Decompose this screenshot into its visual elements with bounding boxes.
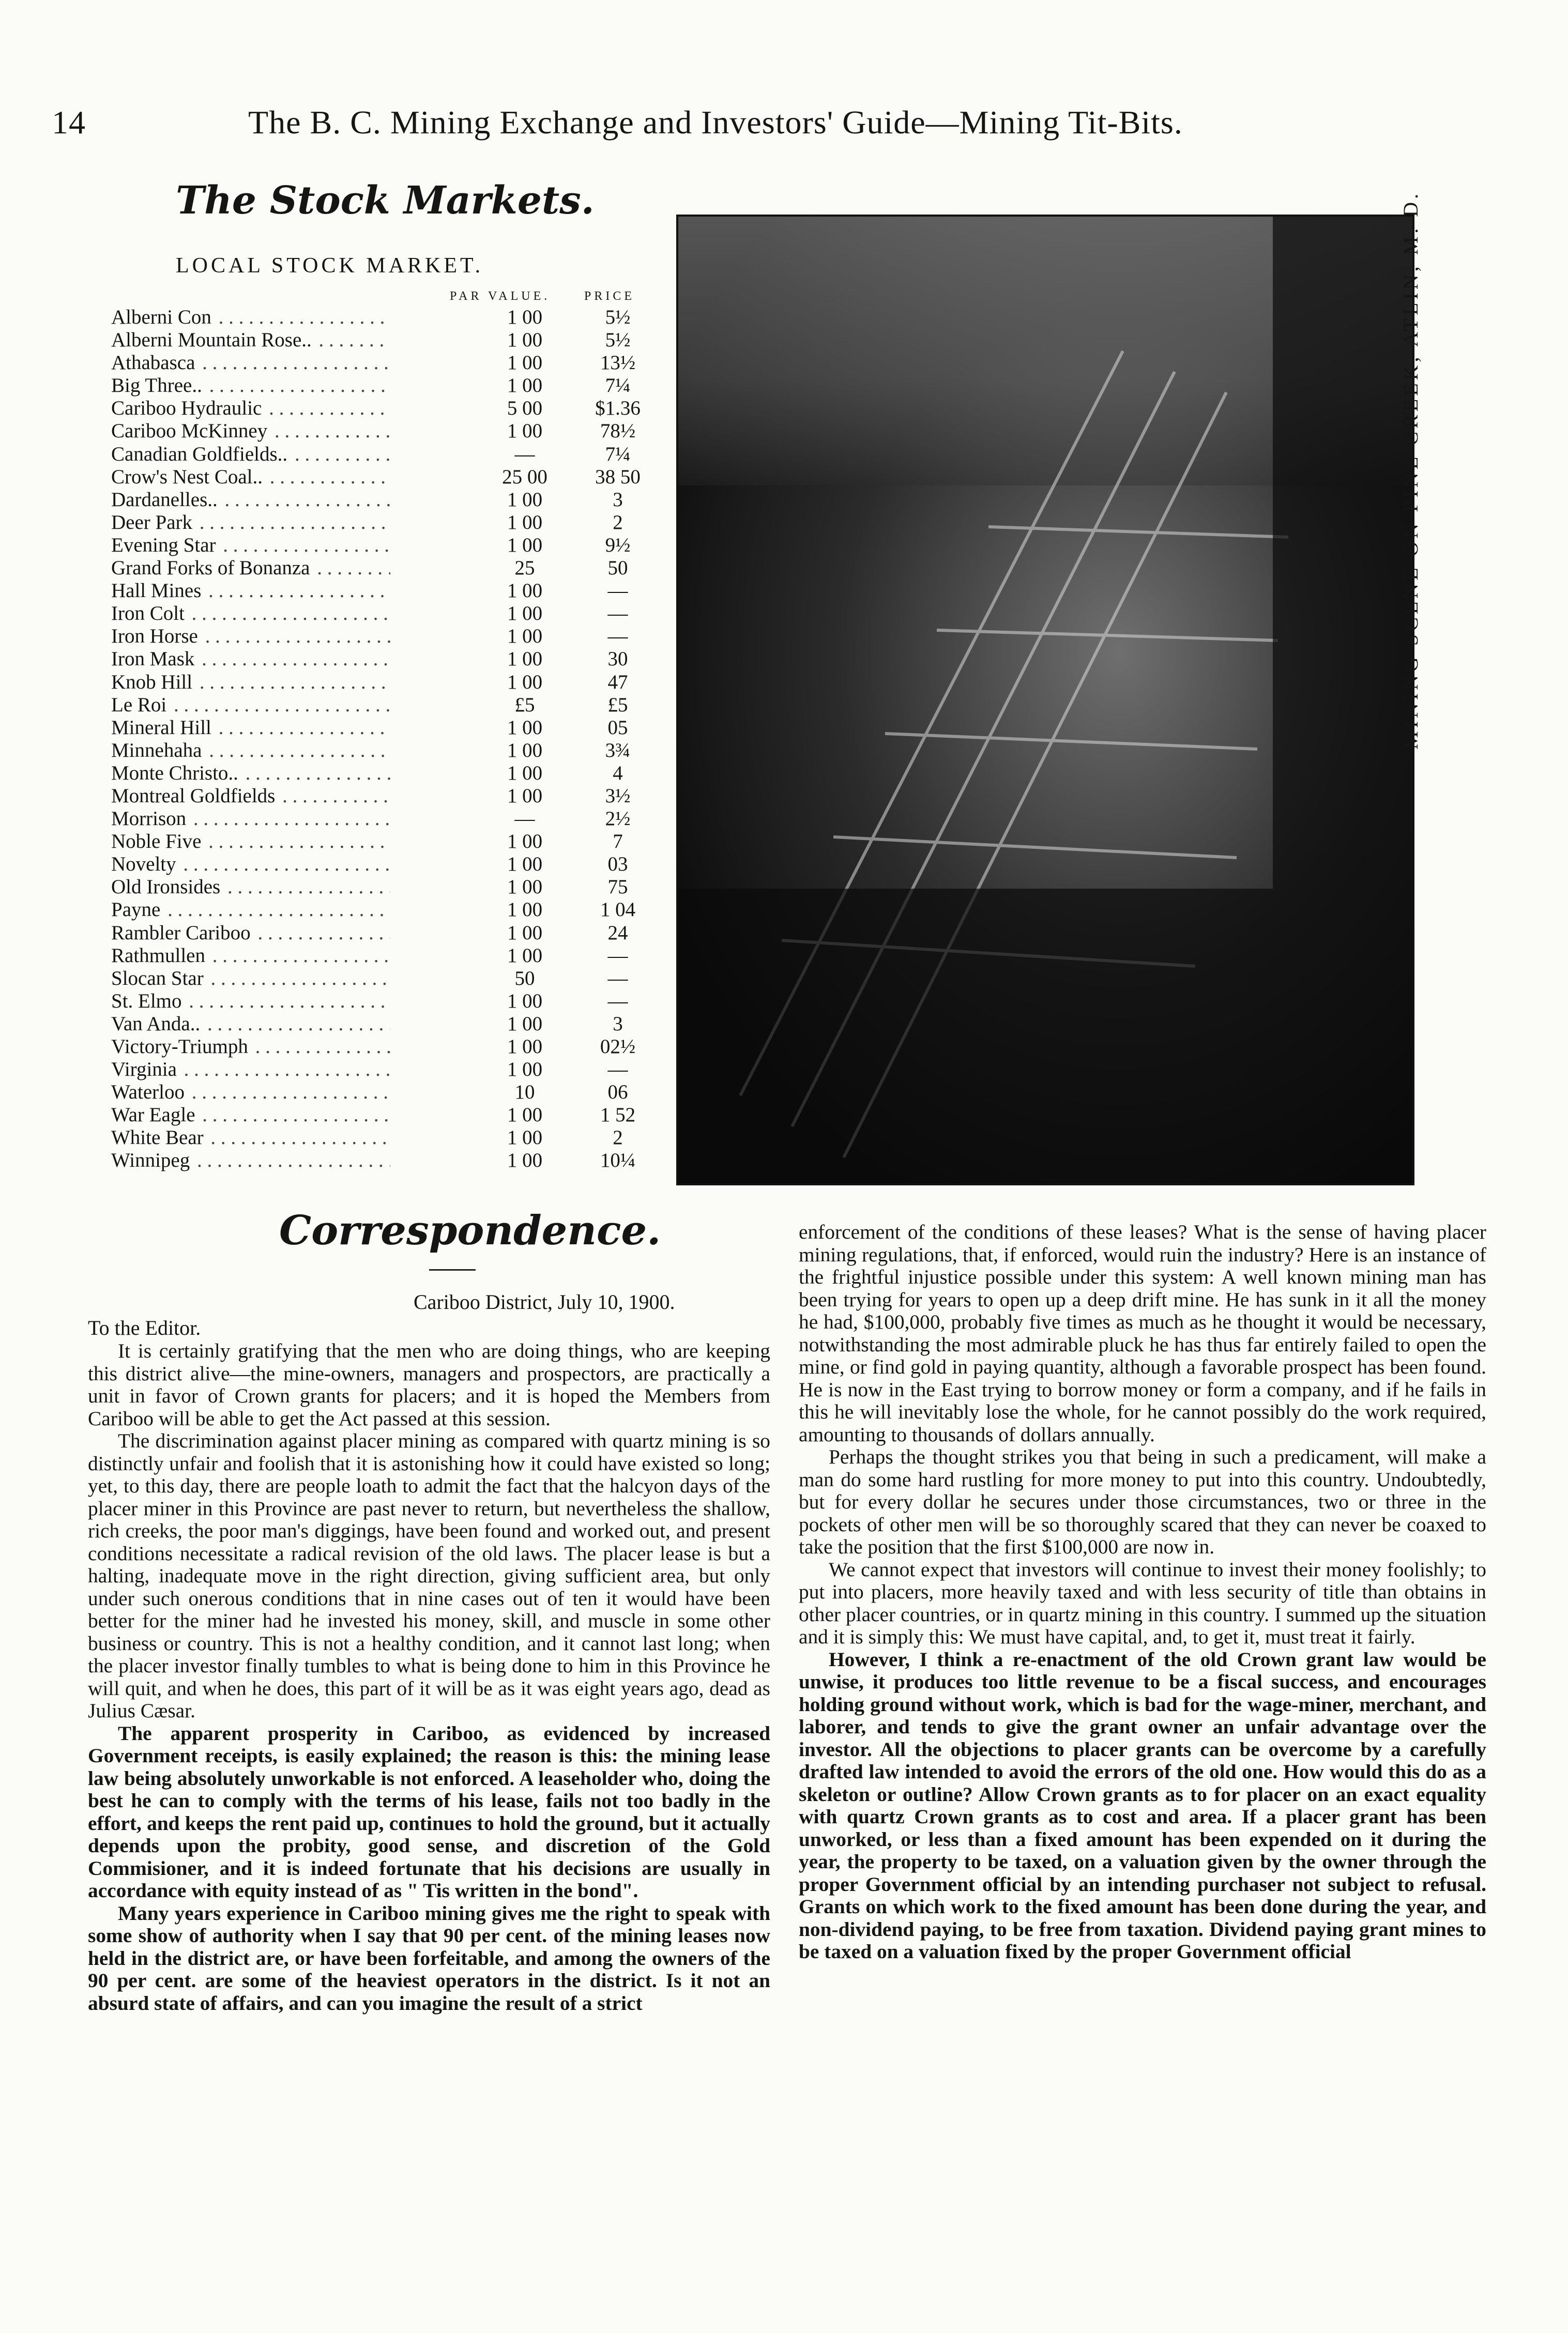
stock-name bbox=[111, 352, 390, 374]
stock-price: 75 bbox=[574, 876, 662, 898]
stock-name-text: Iron Colt bbox=[111, 602, 187, 624]
running-title: The B. C. Mining Exchange and Investors' Guide—Mining Tit-Bits. bbox=[248, 104, 1183, 141]
stock-row bbox=[111, 352, 654, 374]
stock-price: 3 bbox=[574, 1013, 662, 1035]
stock-par-value: 1 00 bbox=[473, 625, 576, 648]
stock-name bbox=[111, 557, 390, 580]
stock-name bbox=[111, 739, 390, 762]
stock-par-value: 1 00 bbox=[473, 1126, 576, 1149]
letter-paragraph: Many years experience in Cariboo mining gives me the right to speak with some show of authority when I say that 90 per cent. of the mining leases now held in the district are, or have been forfeitable, and among the owners of the 90 per cent. are some of the heaviest operators in the district. Is it not an absurd state of affairs, and can you imagine the result of a strict bbox=[88, 1901, 770, 2015]
stock-par-value: — bbox=[473, 443, 576, 466]
stock-name-text: Evening Star bbox=[111, 534, 218, 556]
stock-name-text: Mineral Hill bbox=[111, 716, 214, 739]
stock-row bbox=[111, 511, 654, 534]
mining-scene-photo bbox=[676, 215, 1414, 1185]
stock-name bbox=[111, 1058, 390, 1081]
stock-name bbox=[111, 602, 390, 625]
letter-paragraph: The discrimination against placer mining as compared with quartz mining is so distinctly unfair and foolish that it is astonishing how it could have existed so long; yet, to this day, there are people loath to admit the fact that the halcyon days of the placer miner in this Province are past never to return, but nevertheless the shallow, rich creeks, the poor man's diggings, have been found and worked out, and present conditions necessitate a radical revision of the old laws. The placer lease is but a halting, inadequate move in the right direction, giving sufficient area, but only under such onerous conditions that in nine cases out of ten it would have been better for the miner had he invested his money, skill, and muscle in some other business or country. This is not a healthy condition, and it cannot last long; when the placer investor finally tumbles to what is being done to him in this Province he will quit, and when he does, this part of it will be as it was eight years ago, dead as Julius Cæsar. bbox=[88, 1429, 770, 1722]
stock-par-value: 1 00 bbox=[473, 1104, 576, 1126]
stock-price: 1 52 bbox=[574, 1104, 662, 1126]
stock-par-value: 1 00 bbox=[473, 898, 576, 921]
letter-paragraph: Perhaps the thought strikes you that being in such a predicament, will make a man do some hard rustling for more money to put into this country. Undoubtedly, but for every dollar he secures under those circumstances, two or three in the pockets of other men will be so thoroughly scared that they can never be coaxed to take the position that the first $100,000 are now in. bbox=[799, 1445, 1486, 1558]
stock-row bbox=[111, 534, 654, 557]
stock-row bbox=[111, 785, 654, 807]
stock-name bbox=[111, 671, 390, 694]
photo-flume-structure bbox=[678, 217, 1412, 1183]
stock-price: 2 bbox=[574, 511, 662, 534]
stock-row bbox=[111, 443, 654, 466]
stock-row bbox=[111, 922, 654, 944]
stock-name bbox=[111, 898, 390, 921]
stock-name-text: Noble Five bbox=[111, 830, 203, 852]
stock-name-text: Payne bbox=[111, 898, 162, 921]
stock-price: 4 bbox=[574, 762, 662, 785]
stock-price: 47 bbox=[574, 671, 662, 694]
stock-price: 7¼ bbox=[574, 443, 662, 466]
stock-price: 03 bbox=[574, 853, 662, 876]
letter-column-right bbox=[799, 1221, 1486, 1963]
stock-row bbox=[111, 625, 654, 648]
stock-name-text: Old Ironsides bbox=[111, 876, 222, 898]
stock-row bbox=[111, 1104, 654, 1126]
stock-name-text: Hall Mines bbox=[111, 580, 203, 602]
stock-price: 3½ bbox=[574, 785, 662, 807]
stock-par-value: 1 00 bbox=[473, 762, 576, 785]
stock-name bbox=[111, 306, 390, 329]
stock-price: 5½ bbox=[574, 306, 662, 329]
stock-par-value: 1 00 bbox=[473, 1035, 576, 1058]
page-header bbox=[52, 103, 1551, 160]
stock-par-value: 1 00 bbox=[473, 648, 576, 670]
stock-par-value: £5 bbox=[473, 694, 576, 716]
stock-par-value: 1 00 bbox=[473, 1149, 576, 1172]
stock-name-text: Athabasca bbox=[111, 352, 197, 374]
stock-row bbox=[111, 762, 654, 785]
stock-price: 30 bbox=[574, 648, 662, 670]
stock-row bbox=[111, 397, 654, 420]
stock-name bbox=[111, 511, 390, 534]
stock-par-value: 1 00 bbox=[473, 534, 576, 557]
stock-price: — bbox=[574, 602, 662, 625]
stock-price: £5 bbox=[574, 694, 662, 716]
stock-row bbox=[111, 602, 654, 625]
stock-price: 24 bbox=[574, 922, 662, 944]
stock-name-text: Van Anda.. bbox=[111, 1013, 202, 1035]
stock-name bbox=[111, 534, 390, 557]
stock-price: — bbox=[574, 625, 662, 648]
stock-name bbox=[111, 580, 390, 602]
stock-par-value: 1 00 bbox=[473, 944, 576, 967]
letter-paragraph: We cannot expect that investors will continue to invest their money foolishly; to put into placers, more heavily taxed and with less security of title than obtains in other placer countries, or in quartz mining in this country. I summed up the situation and it is simply this: We must have capital, and, to get it, must treat it fairly. bbox=[799, 1558, 1486, 1648]
stock-name-text: Deer Park bbox=[111, 511, 194, 533]
stock-name bbox=[111, 374, 390, 397]
stock-name bbox=[111, 625, 390, 648]
stock-row bbox=[111, 1035, 654, 1058]
stock-name bbox=[111, 1126, 390, 1149]
stock-name bbox=[111, 944, 390, 967]
stock-price: 02½ bbox=[574, 1035, 662, 1058]
stock-name bbox=[111, 420, 390, 443]
stock-par-value: 1 00 bbox=[473, 420, 576, 443]
stock-name-text: Monte Christo.. bbox=[111, 762, 240, 784]
stock-par-value: 50 bbox=[473, 967, 576, 990]
stock-row bbox=[111, 990, 654, 1013]
stock-name-text: Novelty bbox=[111, 853, 178, 875]
stock-row bbox=[111, 898, 654, 921]
stock-name bbox=[111, 967, 390, 990]
stock-price: — bbox=[574, 580, 662, 602]
stock-par-value: 1 00 bbox=[473, 990, 576, 1013]
photo-caption: MINING SCENE ON PINE CREEK, ATLIN, M. D. bbox=[1399, 190, 1422, 750]
stock-price: 9½ bbox=[574, 534, 662, 557]
stock-par-value: 10 bbox=[473, 1081, 576, 1104]
stock-par-value: 1 00 bbox=[473, 602, 576, 625]
stock-row bbox=[111, 329, 654, 352]
stock-name-text: Crow's Nest Coal.. bbox=[111, 466, 265, 488]
stock-name-text: Virginia bbox=[111, 1058, 179, 1080]
stock-name-text: Victory-Triumph bbox=[111, 1035, 250, 1058]
letter-paragraph: However, I think a re-enactment of the old Crown grant law would be unwise, it produces too little revenue to be a fiscal success, and encourages holding ground without work, which is bad for the wage-miner, merchant, and laborer, and tends to give the grant owner an unfair advantage over the investor. All the objections to placer grants can be overcome by a carefully drafted law intended to avoid the errors of the old one. How would this do as a skeleton or outline? Allow Crown grants as to for placer on an exact equality with quartz Crown grants as to cost and area. If a placer grant has been unworked, or less than a fixed amount has been expended on it during the year, the property to be taxed, on a valuation given by the owner through the proper Government official by an intending purchaser not subject to refusal. Grants on which work to the fixed amount has been done during the year, and non-dividend paying, to be free from taxation. Dividend paying grant mines to be taxed on a valuation fixed by the proper Government official bbox=[799, 1648, 1486, 1963]
stock-name-text: Iron Horse bbox=[111, 625, 200, 647]
stock-price: $1.36 bbox=[574, 397, 662, 420]
stock-name-text: Rathmullen bbox=[111, 944, 207, 967]
stock-price: 06 bbox=[574, 1081, 662, 1104]
stock-par-value: 1 00 bbox=[473, 374, 576, 397]
stock-name bbox=[111, 1104, 390, 1126]
stock-row bbox=[111, 1058, 654, 1081]
stock-name bbox=[111, 762, 390, 785]
stock-price: 7¼ bbox=[574, 374, 662, 397]
stock-row bbox=[111, 944, 654, 967]
stock-price: 13½ bbox=[574, 352, 662, 374]
stock-row bbox=[111, 306, 654, 329]
title-rule bbox=[429, 1269, 476, 1271]
stock-row bbox=[111, 694, 654, 716]
stock-row bbox=[111, 580, 654, 602]
stock-par-value: 25 bbox=[473, 557, 576, 580]
stock-row bbox=[111, 671, 654, 694]
stock-par-value: 1 00 bbox=[473, 329, 576, 352]
stock-name-text: Montreal Goldfields bbox=[111, 785, 277, 807]
stock-par-value: 1 00 bbox=[473, 853, 576, 876]
stock-name-text: Knob Hill bbox=[111, 671, 194, 693]
stock-row bbox=[111, 1081, 654, 1104]
stock-price: 38 50 bbox=[574, 466, 662, 489]
stock-price: 10¼ bbox=[574, 1149, 662, 1172]
stock-name-text: Minnehaha bbox=[111, 739, 204, 761]
letter-paragraph: The apparent prosperity in Cariboo, as evidenced by increased Government receipts, is easily explained; the reason is this: the mining lease law being absolutely unworkable is not enforced. A leaseholder who, doing the best he can to comply with the terms of his lease, fails not too badly in the effort, and keeps the rent paid up, continues to hold the ground, but it actually depends upon the probity, good sense, and discretion of the Gold Commisioner, and it is indeed fortunate that his decisions are usually in accordance with equity instead of as " Tis written in the bond". bbox=[88, 1721, 770, 1902]
stock-table bbox=[111, 306, 654, 1172]
stock-name bbox=[111, 1013, 390, 1035]
stock-name bbox=[111, 990, 390, 1013]
stock-name bbox=[111, 830, 390, 853]
stock-par-value: 1 00 bbox=[473, 1013, 576, 1035]
stock-name-text: Cariboo Hydraulic bbox=[111, 397, 264, 419]
stock-row bbox=[111, 830, 654, 853]
stock-name-text: Canadian Goldfields.. bbox=[111, 443, 290, 465]
stock-price: — bbox=[574, 967, 662, 990]
stock-row bbox=[111, 420, 654, 443]
stock-price: 05 bbox=[574, 716, 662, 739]
stock-name-text: Morrison bbox=[111, 807, 188, 830]
stock-par-value: 25 00 bbox=[473, 466, 576, 489]
letter-dateline: Cariboo District, July 10, 1900. bbox=[414, 1290, 675, 1314]
stock-par-value: 5 00 bbox=[473, 397, 576, 420]
stock-name-text: Big Three.. bbox=[111, 374, 204, 397]
stock-price: 1 04 bbox=[574, 898, 662, 921]
stock-row bbox=[111, 1013, 654, 1035]
stock-par-value: 1 00 bbox=[473, 580, 576, 602]
stock-par-value: 1 00 bbox=[473, 876, 576, 898]
stock-par-value: 1 00 bbox=[473, 306, 576, 329]
stock-name-text: War Eagle bbox=[111, 1104, 197, 1126]
stock-row bbox=[111, 716, 654, 739]
stock-price: — bbox=[574, 1058, 662, 1081]
stock-par-value: — bbox=[473, 807, 576, 830]
stock-name-text: White Bear bbox=[111, 1126, 206, 1149]
stock-price: — bbox=[574, 944, 662, 967]
stock-name bbox=[111, 648, 390, 670]
stock-row bbox=[111, 853, 654, 876]
stock-price: 3¾ bbox=[574, 739, 662, 762]
stock-name-text: Winnipeg bbox=[111, 1149, 192, 1171]
stock-name-text: Dardanelles.. bbox=[111, 489, 220, 511]
stock-price: 50 bbox=[574, 557, 662, 580]
stock-par-value: 1 00 bbox=[473, 352, 576, 374]
stock-name bbox=[111, 1081, 390, 1104]
stock-par-value: 1 00 bbox=[473, 739, 576, 762]
stock-name bbox=[111, 785, 390, 807]
stock-row bbox=[111, 739, 654, 762]
stock-row bbox=[111, 876, 654, 898]
stock-par-value: 1 00 bbox=[473, 489, 576, 511]
stock-name bbox=[111, 922, 390, 944]
stock-name-text: Alberni Con bbox=[111, 306, 214, 328]
stock-row bbox=[111, 807, 654, 830]
stock-name-text: Grand Forks of Bonanza bbox=[111, 557, 312, 579]
stock-row bbox=[111, 557, 654, 580]
stock-par-value: 1 00 bbox=[473, 511, 576, 534]
stock-price: 2 bbox=[574, 1126, 662, 1149]
letter-paragraph: It is certainly gratifying that the men who are doing things, who are keeping this district alive—the mine-owners, managers and prospectors, are practically a unit in favor of Crown grants for placers; and it is hoped the Members from Cariboo will be able to get the Act passed at this session. bbox=[88, 1339, 770, 1430]
stock-name bbox=[111, 876, 390, 898]
stock-price: — bbox=[574, 990, 662, 1013]
stock-par-value: 1 00 bbox=[473, 716, 576, 739]
stock-name-text: Waterloo bbox=[111, 1081, 187, 1103]
stock-price: 3 bbox=[574, 489, 662, 511]
stock-name-text: Slocan Star bbox=[111, 967, 206, 989]
stock-name bbox=[111, 329, 390, 352]
stock-name-text: Le Roi bbox=[111, 694, 169, 716]
stock-row bbox=[111, 1126, 654, 1149]
page-number: 14 bbox=[52, 104, 86, 141]
stock-name bbox=[111, 1149, 390, 1172]
stock-par-value: 1 00 bbox=[473, 671, 576, 694]
stock-price: 78½ bbox=[574, 420, 662, 443]
stock-row bbox=[111, 967, 654, 990]
letter-paragraph: enforcement of the conditions of these leases? What is the sense of having placer mining regulations, that, if enforced, would ruin the industry? Here is an instance of the frightful injustice possible under this system: A well known mining man has been trying for years to open up a deep drift mine. He has sunk in it all the money he had, $100,000, probably five times as much as he thought it would be necessary, notwithstanding the most admirable pluck he has thus far entirely failed to open the mine, or find gold in paying quantity, although a favorable prospect has been found. He is now in the East trying to borrow money or form a company, and if he fails in this he will inevitably lose the whole, for he cannot possibly do the work required, amounting to thousands of dollars annually. bbox=[799, 1221, 1486, 1446]
stock-markets-title: The Stock Markets. bbox=[176, 178, 595, 223]
stock-name bbox=[111, 397, 390, 420]
stock-name bbox=[111, 853, 390, 876]
stock-par-value: 1 00 bbox=[473, 922, 576, 944]
stock-name-text: Iron Mask bbox=[111, 648, 196, 670]
par-value-header: PAR VALUE. bbox=[450, 289, 551, 303]
stock-row bbox=[111, 1149, 654, 1172]
stock-row bbox=[111, 648, 654, 670]
stock-name bbox=[111, 694, 390, 716]
stock-name-text: Alberni Mountain Rose.. bbox=[111, 329, 314, 351]
stock-name-text: St. Elmo bbox=[111, 990, 184, 1012]
stock-price: 7 bbox=[574, 830, 662, 853]
stock-par-value: 1 00 bbox=[473, 1058, 576, 1081]
stock-name-text: Cariboo McKinney bbox=[111, 420, 269, 442]
stock-name-text: Rambler Cariboo bbox=[111, 922, 253, 944]
correspondence-title: Correspondence. bbox=[279, 1207, 661, 1254]
stock-row bbox=[111, 374, 654, 397]
stock-name bbox=[111, 466, 390, 489]
stock-name bbox=[111, 716, 390, 739]
stock-price: 2½ bbox=[574, 807, 662, 830]
stock-row bbox=[111, 489, 654, 511]
letter-column-left bbox=[88, 1340, 770, 2015]
stock-name bbox=[111, 489, 390, 511]
local-stock-market-subtitle: LOCAL STOCK MARKET. bbox=[176, 254, 484, 278]
stock-name bbox=[111, 807, 390, 830]
stock-row bbox=[111, 466, 654, 489]
stock-price: 5½ bbox=[574, 329, 662, 352]
stock-name bbox=[111, 443, 390, 466]
letter-salutation: To the Editor. bbox=[88, 1316, 201, 1339]
stock-par-value: 1 00 bbox=[473, 785, 576, 807]
stock-par-value: 1 00 bbox=[473, 830, 576, 853]
price-header: PRICE bbox=[584, 289, 635, 303]
stock-name bbox=[111, 1035, 390, 1058]
